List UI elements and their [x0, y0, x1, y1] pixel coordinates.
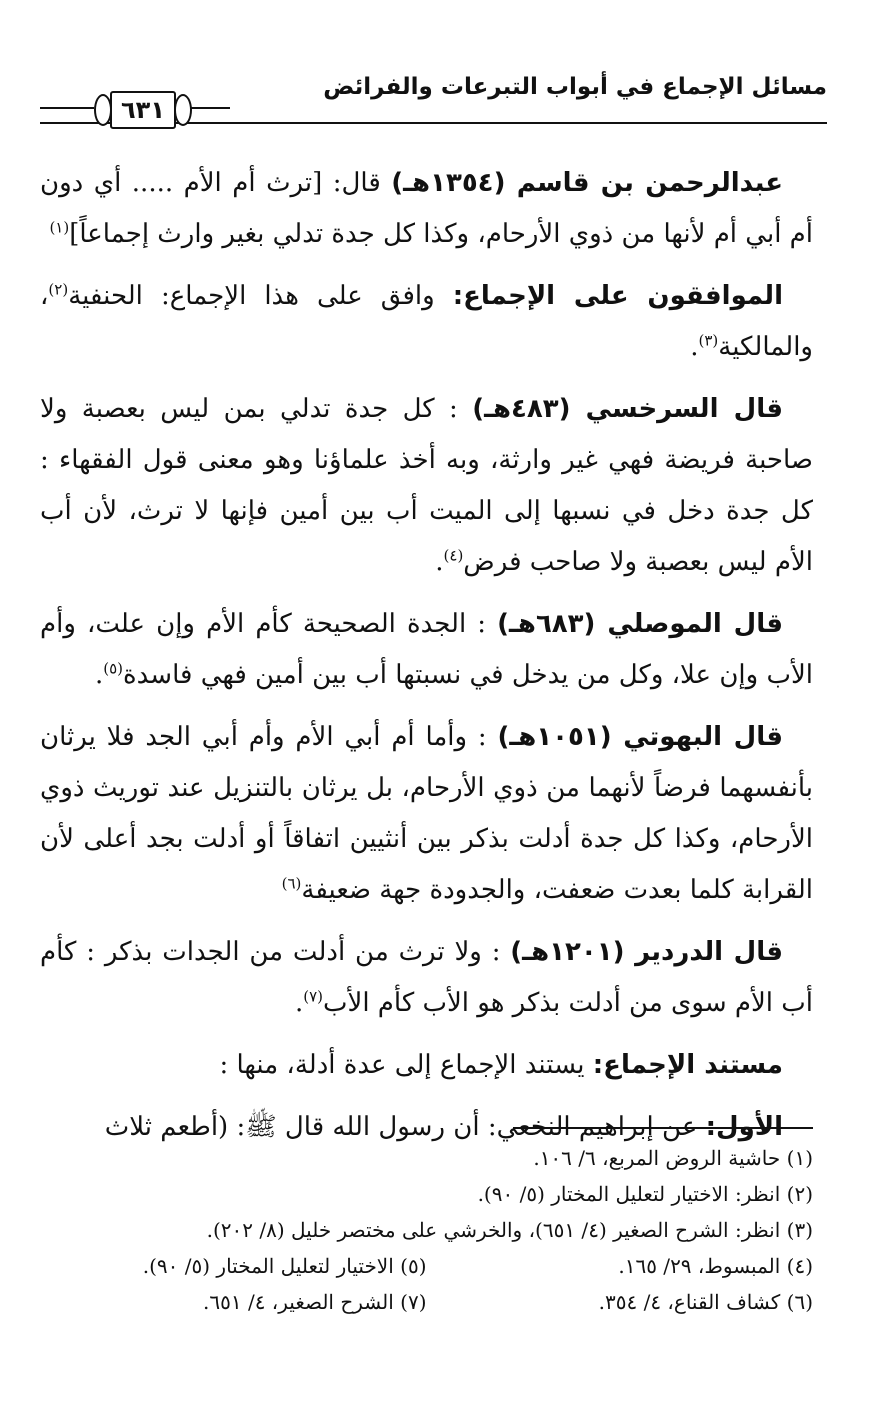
- paragraph-text: : وأما أم أبي الأم وأم أبي الجد فلا يرثان بأنفسهما فرضاً لأنهما من ذوي الأرحام، بل يرثان بالتنزيل عند توريث ذوي الأرحام، وكذا كل جدة أدلت بذكر بين أنثيين اتفاقاً أو أدلت بجد أعلى لأن القرابة كلما بعدت ضعفت، والجدودة جهة ضعيفة: [40, 722, 813, 905]
- footnote-ref[interactable]: (١): [49, 218, 70, 237]
- paragraph-text: .: [435, 547, 444, 577]
- paragraph-text: يستند الإجماع إلى عدة أدلة، منها :: [219, 1050, 593, 1080]
- footnote-1: (١) حاشية الروض المربع، ٦/ ١٠٦.: [533, 1146, 813, 1170]
- paragraph-text: ، والمالكية: [40, 281, 813, 362]
- paragraph-lead: قال الدردير (١٢٠١هـ): [510, 937, 783, 967]
- paragraph-lead: مستند الإجماع:: [592, 1050, 783, 1080]
- footnote-ref[interactable]: (٣): [698, 331, 719, 350]
- paragraph-lead: الموافقون على الإجماع:: [452, 281, 783, 311]
- paragraph-lead: قال السرخسي (٤٨٣هـ): [472, 394, 784, 424]
- paragraph-ibn-qasim: [40, 158, 813, 260]
- ornament-right-icon: [174, 94, 192, 126]
- paragraph-lead: عبدالرحمن بن قاسم (١٣٥٤هـ): [391, 168, 784, 198]
- paragraph-mawsili: [40, 599, 813, 701]
- paragraph-lead: قال الموصلي (٦٨٣هـ): [497, 609, 783, 639]
- footnote-7: (٧) الشرح الصغير، ٤/ ٦٥١.: [203, 1290, 427, 1314]
- paragraph-dardir: [40, 927, 813, 1029]
- page-number: ٦٣١: [110, 91, 176, 129]
- paragraph-lead: قال البهوتي (١٠٥١هـ): [497, 722, 783, 752]
- paragraph-sarakhsi: [40, 384, 813, 588]
- main-text: [40, 158, 813, 1164]
- paragraph-lead: الأول:: [705, 1112, 783, 1142]
- paragraph-text: قال: [ترث أم الأم ..... أي دون أم أبي أم لأنها من ذوي الأرحام، وكذا كل جدة تدلي بغير وارث إجماعاً]: [40, 168, 813, 249]
- ornament-line-left: [40, 107, 94, 109]
- paragraph-text: : كل جدة تدلي بمن ليس بعصبة ولا صاحبة فريضة فهي غير وارثة، وبه أخذ علماؤنا وهو معنى قول الفقهاء : كل جدة دخل في نسبها إلى الميت أب بين أمين فإنها لا ترث، لأن أب الأم ليس بعصبة ولا صاحب فرض: [40, 394, 813, 577]
- paragraph-text: عن إبراهيم النخعي: أن رسول الله قال ﷺ: (أطعم ثلاث: [104, 1112, 706, 1142]
- footnote-3: (٣) انظر: الشرح الصغير (٤/ ٦٥١)، والخرشي على مختصر خليل (٨/ ٢٠٢).: [206, 1218, 813, 1242]
- footnote-4: (٤) المبسوط، ٢٩/ ١٦٥.: [618, 1254, 813, 1278]
- footnote-ref[interactable]: (٢): [48, 280, 69, 299]
- paragraph-text: .: [690, 332, 699, 362]
- paragraph-text: : الجدة الصحيحة كأم الأم وإن علت، وأم الأب وإن علا، وكل من يدخل في نسبتها أب بين أمين فهي فاسدة: [40, 609, 813, 690]
- footnote-ref[interactable]: (٥): [103, 659, 124, 678]
- footnote-2: (٢) انظر: الاختيار لتعليل المختار (٥/ ٩٠).: [477, 1182, 813, 1206]
- footnote-separator: [513, 1127, 813, 1129]
- paragraph-bahuti: [40, 712, 813, 916]
- footnote-row: [40, 1248, 813, 1284]
- running-title: مسائل الإجماع في أبواب التبرعات والفرائض: [323, 74, 827, 100]
- paragraph-text: : ولا ترث من أدلت من الجدات بذكر : كأم أب الأم سوى من أدلت بذكر هو الأب كأم الأب: [40, 937, 813, 1018]
- footnotes: [40, 1140, 813, 1320]
- footnote-6: (٦) كشاف القناع، ٤/ ٣٥٤.: [598, 1290, 813, 1314]
- paragraph-text: .: [294, 988, 304, 1018]
- footnote-ref[interactable]: (٤): [443, 546, 464, 565]
- ornament-line-right: [190, 107, 230, 109]
- footnote-ref[interactable]: (٧): [303, 987, 324, 1006]
- footnote-5: (٥) الاختيار لتعليل المختار (٥/ ٩٠).: [142, 1254, 427, 1278]
- footnote-ref[interactable]: (٦): [281, 874, 302, 893]
- paragraph-text: .: [94, 660, 104, 690]
- paragraph-text: وافق على هذا الإجماع: الحنفية: [68, 281, 453, 311]
- paragraph-basis: [40, 1040, 813, 1091]
- paragraph-agreeing: [40, 271, 813, 373]
- footnote-row: [40, 1284, 813, 1320]
- page-header: [40, 70, 827, 130]
